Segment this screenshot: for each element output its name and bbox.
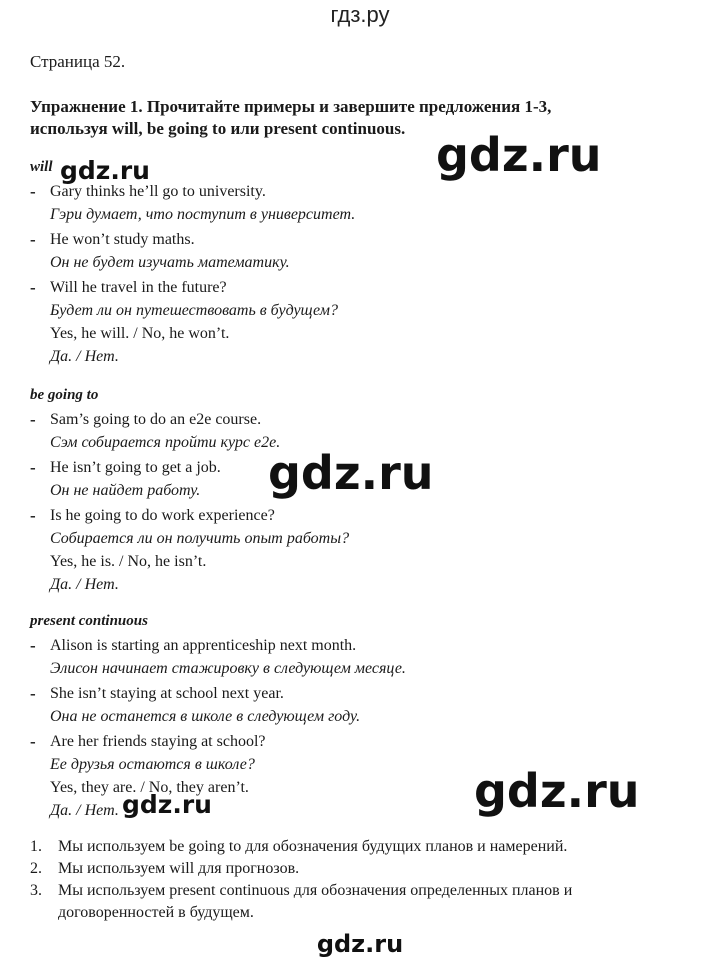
list-item bbox=[30, 836, 680, 858]
footer-watermark: gdz.ru bbox=[316, 930, 404, 958]
bullet-dash: - bbox=[30, 732, 36, 751]
answer-english: Yes, they are. / No, they aren’t. bbox=[50, 779, 249, 796]
item-text: Мы используем be going to для обозначения будущих планов и намерений. bbox=[58, 838, 568, 855]
example-english: Gary thinks he’ll go to university. bbox=[50, 183, 266, 200]
example-russian: Элисон начинает стажировку в следующем месяце. bbox=[50, 660, 406, 677]
bullet-dash: - bbox=[30, 458, 36, 477]
example-russian: Сэм собирается пройти курс e2e. bbox=[50, 434, 281, 451]
example-item bbox=[30, 682, 670, 728]
example-english: Alison is starting an apprenticeship next month. bbox=[50, 637, 357, 654]
list-item bbox=[30, 858, 680, 880]
example-item bbox=[30, 228, 670, 274]
example-russian: Она не останется в школе в следующем году. bbox=[50, 708, 361, 725]
answer-english: Yes, he is. / No, he isn’t. bbox=[50, 553, 207, 570]
bullet-dash: - bbox=[30, 230, 36, 249]
exercise-title: Упражнение 1. Прочитайте примеры и завершите предложения 1-3, используя will, be going to или present continuous. bbox=[30, 97, 552, 138]
example-russian: Гэри думает, что поступит в университет. bbox=[50, 206, 356, 223]
example-item bbox=[30, 276, 670, 368]
example-english: He isn’t going to get a job. bbox=[50, 459, 221, 476]
bullet-dash: - bbox=[30, 636, 36, 655]
example-russian: Он не найдет работу. bbox=[50, 482, 201, 499]
example-item bbox=[30, 504, 670, 596]
example-item bbox=[30, 634, 670, 680]
bullet-dash: - bbox=[30, 684, 36, 703]
example-english: Is he going to do work experience? bbox=[50, 507, 275, 524]
bullet-dash: - bbox=[30, 506, 36, 525]
bullet-dash: - bbox=[30, 182, 36, 201]
section-will bbox=[30, 154, 670, 370]
list-item bbox=[30, 880, 680, 924]
example-russian: Будет ли он путешествовать в будущем? bbox=[50, 302, 338, 319]
item-text: Мы используем will для прогнозов. bbox=[58, 860, 300, 877]
example-russian: Ее друзья остаются в школе? bbox=[50, 756, 255, 773]
example-russian: Он не будет изучать математику. bbox=[50, 254, 290, 271]
item-number: 2. bbox=[30, 860, 42, 877]
page-label: Страница 52. bbox=[30, 52, 126, 71]
example-item bbox=[30, 180, 670, 226]
watermark: gdz.ru bbox=[474, 764, 640, 818]
example-english: Are her friends staying at school? bbox=[50, 733, 266, 750]
answer-russian: Да. / Нет. bbox=[50, 348, 119, 365]
section-title-be-going-to: be going to bbox=[30, 387, 99, 403]
answer-russian: Да. / Нет. bbox=[50, 576, 119, 593]
example-english: Sam’s going to do an e2e course. bbox=[50, 411, 262, 428]
example-english: She isn’t staying at school next year. bbox=[50, 685, 284, 702]
example-english: He won’t study maths. bbox=[50, 231, 195, 248]
example-english: Will he travel in the future? bbox=[50, 279, 227, 296]
item-number: 1. bbox=[30, 838, 42, 855]
bullet-dash: - bbox=[30, 410, 36, 429]
watermark: gdz.ru bbox=[60, 156, 150, 185]
section-title-will: will bbox=[30, 159, 53, 175]
conclusions-list bbox=[30, 836, 680, 924]
site-header: гдз.ру bbox=[330, 2, 390, 27]
example-russian: Собирается ли он получить опыт работы? bbox=[50, 530, 350, 547]
item-number: 3. bbox=[30, 882, 42, 899]
watermark: gdz.ru bbox=[436, 128, 602, 182]
watermark: gdz.ru bbox=[268, 446, 434, 500]
answer-english: Yes, he will. / No, he won’t. bbox=[50, 325, 230, 342]
bullet-dash: - bbox=[30, 278, 36, 297]
answer-russian: Да. / Нет. bbox=[50, 802, 119, 819]
watermark: gdz.ru bbox=[122, 790, 212, 819]
section-title-present-continuous: present continuous bbox=[30, 613, 148, 629]
item-text: Мы используем present continuous для обозначения определенных планов и договоренностей в будущем. bbox=[58, 882, 573, 921]
